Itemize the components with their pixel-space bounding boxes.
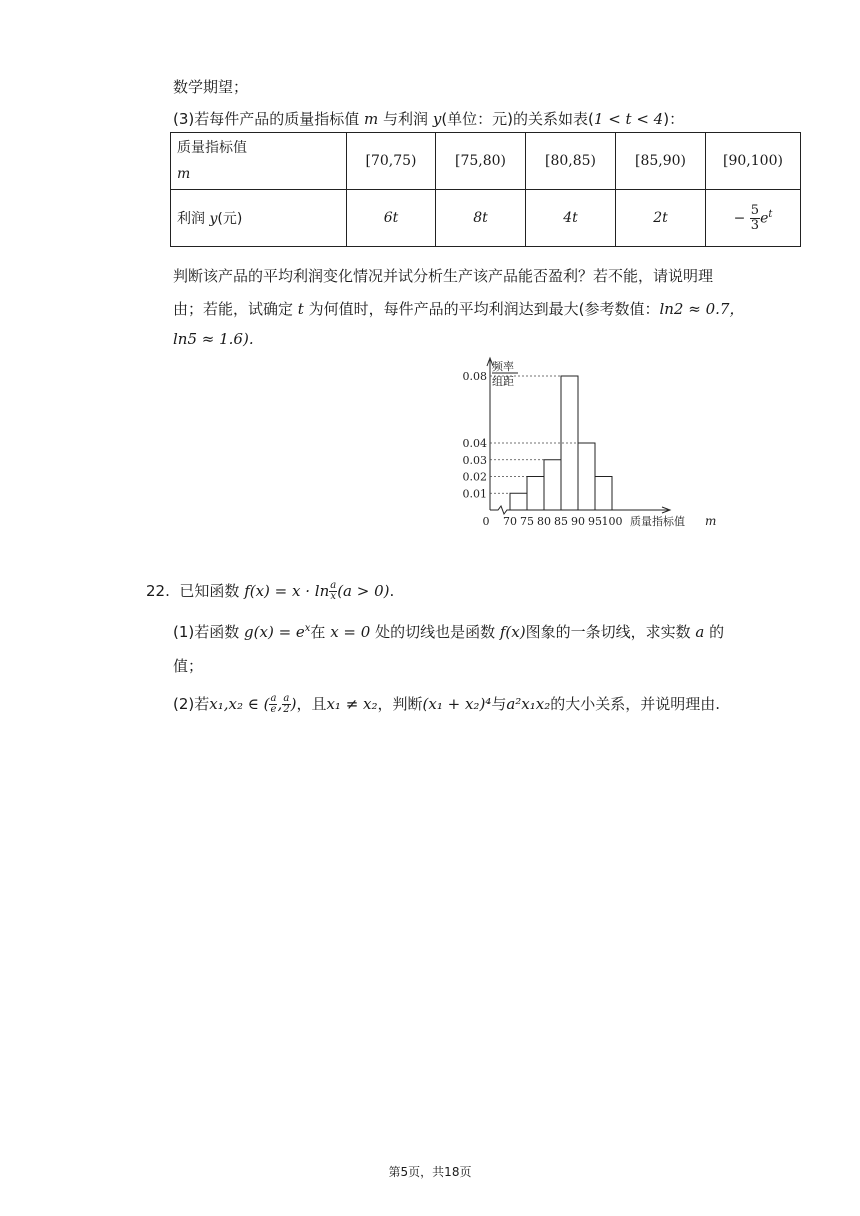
profit-cell-last [706, 190, 801, 247]
y-tick-label: 0.03 [462, 453, 487, 467]
row-head-profit-unit: (元) [217, 211, 243, 227]
row-head-quality [171, 133, 347, 190]
last-profit-fraction [750, 204, 760, 233]
interval-cell: [80,85) [526, 133, 616, 190]
histogram-bar [595, 477, 612, 511]
q22-number: 22. [146, 582, 170, 600]
q22-p1-x0: x = 0 [330, 623, 371, 641]
q22-p2-f1-num: a [270, 693, 277, 704]
q22-stem-frac [329, 581, 337, 602]
q22-p1-a: (1)若函数 [173, 623, 245, 641]
y-tick-label: 0.08 [462, 370, 487, 383]
last-profit-exp: t [768, 208, 773, 220]
q22-p2-x1x2: x₁,x₂ ∈ ( [209, 695, 270, 713]
q22-stem [146, 580, 394, 602]
part3-var-y: y [432, 110, 442, 128]
x-tick-label: 85 [554, 515, 568, 528]
interval-cell: [85,90) [616, 133, 706, 190]
x-tick-label: 90 [571, 515, 585, 528]
q22-part2 [173, 693, 720, 715]
x-tick-label: 95 [588, 515, 602, 528]
judge-line2-var: t [297, 300, 304, 318]
histogram-bar [510, 493, 527, 510]
y-tick-label: 0.02 [462, 470, 487, 484]
x-tick-label: 80 [537, 515, 551, 528]
q22-p2-d: 与 [491, 695, 507, 713]
row-head-profit [171, 190, 347, 247]
q22-p2-a: (2)若 [173, 695, 210, 713]
q22-stem-frac-den: x [330, 591, 337, 602]
q22-stem-a: 已知函数 [179, 582, 245, 600]
profit-table [170, 132, 801, 247]
profit-cell: 6t [347, 190, 436, 247]
q22-p2-c: ，判断 [377, 695, 423, 713]
x-tick-label: 100 [601, 515, 623, 528]
frequency-histogram [440, 352, 730, 537]
part3-prefix: (3)若每件产品的质量指标值 [173, 110, 360, 128]
row-head-quality-var: m [177, 166, 191, 182]
intro-tail: 数学期望； [173, 78, 249, 96]
q22-p2-e: 的大小关系，并说明理由. [550, 695, 721, 713]
q22-stem-end: . [389, 582, 395, 600]
part3-end: )： [663, 110, 685, 128]
q22-p2-f1-den: e [270, 704, 277, 715]
page-footer: 第5页，共18页 [388, 1165, 472, 1179]
interval-cell: [70,75) [347, 133, 436, 190]
part3-statement [173, 108, 684, 129]
q22-p2-expr2: a²x₁x₂ [506, 695, 551, 713]
q22-p2-f2-den: 2 [283, 704, 290, 715]
q22-p2-comma: , [277, 695, 283, 713]
q22-p1-d: 图象的一条切线，求实数 [525, 623, 696, 641]
q22-p1-fx: f(x) [499, 623, 526, 641]
q22-p2-neq: x₁ ≠ x₂ [326, 695, 378, 713]
q22-p1-g-exp: x [304, 623, 311, 634]
table-row [171, 190, 801, 247]
histogram-bar [578, 443, 595, 510]
profit-cell: 8t [436, 190, 526, 247]
q22-stem-frac-num: a [330, 580, 337, 591]
row-head-profit-text: 利润 [177, 211, 210, 227]
q22-p2-expr1: (x₁ + x₂)⁴ [422, 695, 492, 713]
row-head-profit-var: y [209, 211, 218, 227]
q22-p2-b: ，且 [296, 695, 327, 713]
q22-p1-g: g(x) = e [244, 623, 305, 641]
judge-line2 [173, 298, 744, 319]
q22-p1-e: 的 [704, 623, 725, 641]
part3-var-m: m [364, 110, 379, 128]
profit-cell: 2t [616, 190, 706, 247]
x-axis-label-var: m [705, 514, 717, 528]
x-axis-label: 质量指标值 [630, 515, 685, 528]
profit-cell: 4t [526, 190, 616, 247]
judge-line3 [173, 330, 254, 348]
q22-part1 [173, 621, 724, 642]
q22-stem-b: (a > 0) [337, 582, 390, 600]
x-tick-label: 70 [503, 515, 517, 528]
q22-stem-f: f(x) = x · ln [244, 582, 330, 600]
y-label-numerator: 频率 [492, 360, 514, 373]
q22-p1-c: 处的切线也是函数 [370, 623, 500, 641]
judge-line3-text: ln5 ≈ 1.6). [173, 330, 254, 348]
judge-line2-a: 由；若能，试确定 [173, 300, 294, 318]
y-tick-label: 0.04 [462, 437, 487, 450]
table-row [171, 133, 801, 190]
judge-line2-b: 为何值时，每件产品的平均利润达到最大(参考数值： [308, 300, 660, 318]
last-profit-den: 3 [750, 217, 760, 233]
interval-cell: [90,100) [706, 133, 801, 190]
part3-cond: 1 < t < 4 [593, 110, 664, 128]
histogram-bar [527, 477, 544, 511]
q22-p2-close: ) [290, 695, 297, 713]
q22-p2-frac2 [282, 694, 290, 715]
q22-part1-line2: 值； [173, 657, 204, 675]
last-profit-base: e [760, 210, 769, 226]
row-head-quality-text: 质量指标值 [177, 140, 247, 156]
y-label-denominator: 组距 [492, 375, 514, 388]
part3-mid: 与利润 [383, 110, 429, 128]
part3-suffix: (单位：元)的关系如表( [441, 110, 594, 128]
y-tick-label: 0.01 [462, 487, 487, 501]
judge-line2-c: ln2 ≈ 0.7， [659, 300, 745, 318]
q22-p1-b: 在 [310, 623, 331, 641]
interval-cell: [75,80) [436, 133, 526, 190]
q22-p1-a-var: a [695, 623, 705, 641]
x-tick-label: 75 [520, 515, 534, 528]
histogram-bar [544, 460, 561, 510]
last-profit-sign: − [733, 210, 746, 226]
judge-line1: 判断该产品的平均利润变化情况并试分析生产该产品能否盈利？若不能，请说明理 [173, 267, 714, 285]
origin-label: 0 [482, 515, 490, 528]
last-profit-num: 5 [750, 202, 760, 218]
q22-p2-f2-num: a [283, 693, 290, 704]
